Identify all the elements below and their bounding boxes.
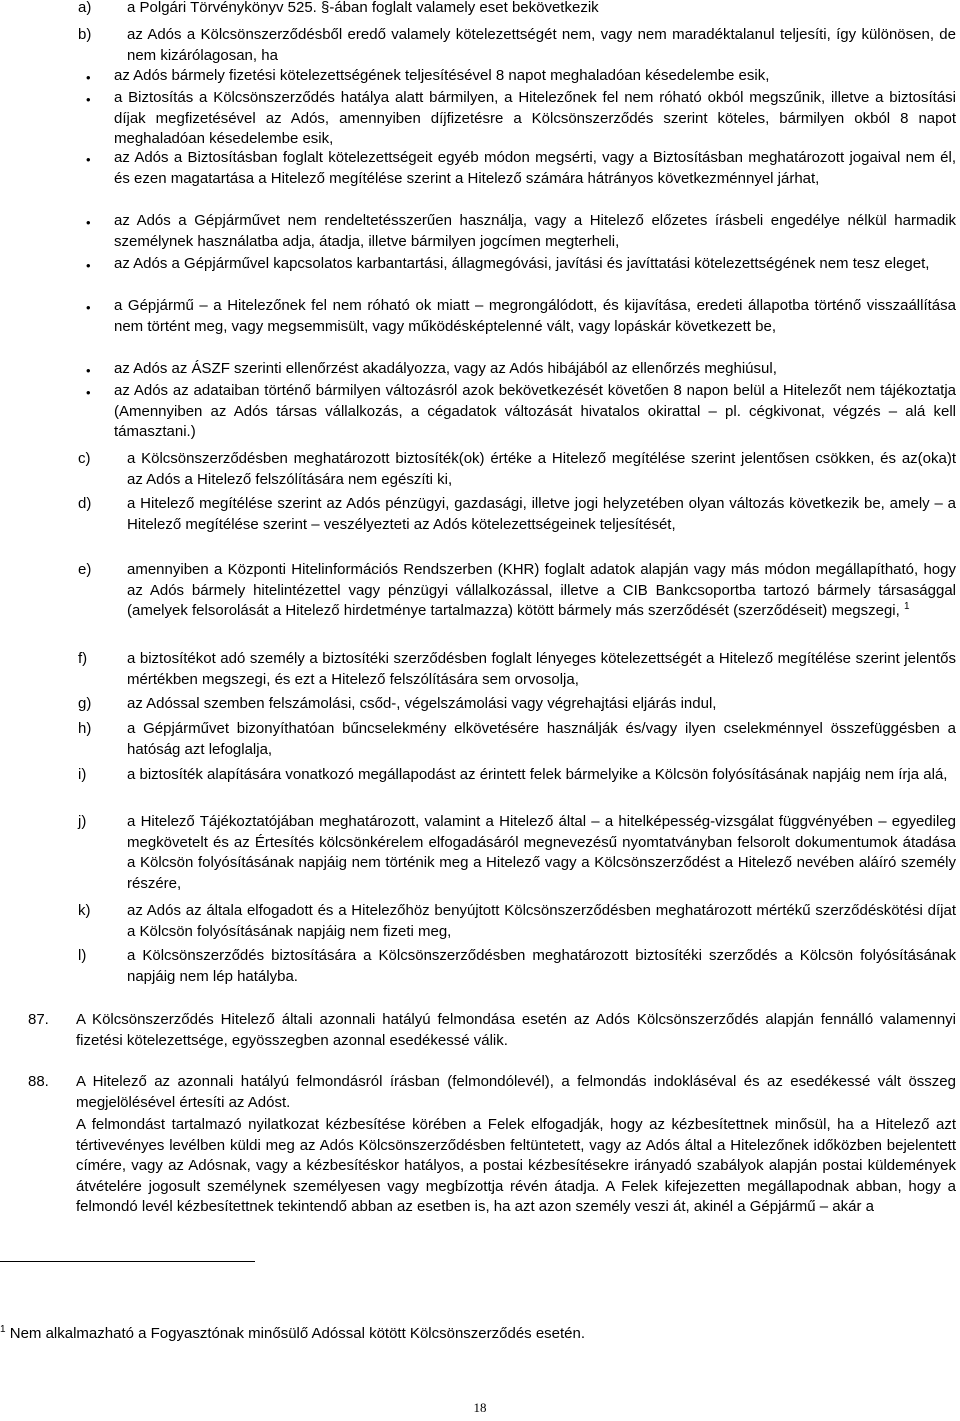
bullet-icon: • (86, 300, 91, 315)
item-text-j: a Hitelező Tájékoztatójában meghatározott, valamint a Hitelező által – a hitelképesség-vizsgálat függvényében – egyedileg megkövetelt és az Értesítés kölcsönkérelem elfogadásáról megnevezésű nyomtatványban felsorolt dokumentumok átadása a Kölcsön folyósításának napjáig nem történik meg a Hitelező vagy a Kölcsönszerződést a Hitelező nevében aláíró személy részére, (127, 813, 956, 892)
item-label-i: i) (78, 766, 87, 783)
item-label-j: j) (78, 813, 87, 830)
footnote-mark: 1 (0, 1324, 6, 1335)
section-number-87: 87. (28, 1011, 49, 1028)
section-88-paragraph: A felmondást tartalmazó nyilatkozat kézbesítése körében a Felek elfogadják, hogy az kézbesítettnek minősül, ha a Hitelező azt tértivevényes levélben küldi meg az Adós Kölcsönszerződésben feltüntetett, vagy az Adós által a Hitelezőnek időközben bejelentett címére, vagy az Adósnak, vagy a kézbesítéskor hatályos, a postai kézbesítésekre irányadó szabályok alapján postai küldemények átvételére jogosult személynek személyesen vagy megbízottja révén átadja. A Felek kifejezetten megállapodnak abban, hogy a felmondó levél kézbesítettnek tekintendő abban az esetben is, ha azt azon személy veszi át, akinél a Gépjármű – akár a (76, 1116, 956, 1215)
item-text-g: az Adóssal szemben felszámolási, csőd-, végelszámolási vagy végrehajtási eljárás indul, (127, 695, 717, 712)
footnote-separator (0, 1261, 255, 1262)
bullet-icon: • (86, 215, 91, 230)
item-label-k: k) (78, 902, 91, 919)
footnote-ref[interactable]: 1 (903, 601, 910, 612)
item-text-e (127, 560, 956, 622)
bullet-text: az Adós bármely fizetési kötelezettségének teljesítésével 8 napot meghaladóan késedelembe esik, (114, 67, 770, 84)
item-label-b: b) (78, 26, 92, 43)
item-label-d: d) (78, 495, 92, 512)
item-label-c: c) (78, 450, 91, 467)
bullet-text: az Adós a Gépjárművel kapcsolatos karbantartási, állagmegóvási, javítási és javíttatási kötelezettségének nem tesz eleget, (114, 255, 930, 272)
item-text-i: a biztosíték alapítására vonatkozó megállapodást az érintett felek bármelyike a Kölcsön folyósításának napjáig nem írja alá, (127, 766, 948, 783)
footnote-text: Nem alkalmazható a Fogyasztónak minősülő Adóssal kötött Kölcsönszerződés esetén. (9, 1325, 586, 1342)
item-label-l: l) (78, 947, 87, 964)
item-text-h: a Gépjárművet bizonyíthatóan bűncselekmény elkövetésére használják és/vagy ilyen cselekménnyel összefüggésben a hatóság azt lefoglalja, (127, 720, 956, 758)
footnote (0, 1320, 585, 1345)
item-label-h: h) (78, 720, 92, 737)
bullet-icon: • (86, 385, 91, 400)
page-number: 18 (473, 1400, 487, 1415)
bullet-text: az Adós a Gépjárművet nem rendeltetésszerűen használja, vagy a Hitelező előzetes írásbeli engedélye nélkül harmadik személynek használatba adja, átadja, illetve bármilyen jogcímen megterheli, (114, 212, 956, 250)
bullet-text: az Adós az ÁSZF szerinti ellenőrzést akadályozza, vagy az Adós hibájából az ellenőrzés meghiúsul, (114, 360, 777, 377)
bullet-icon: • (86, 152, 91, 167)
item-text-c: a Kölcsönszerződésben meghatározott biztosíték(ok) értéke a Hitelező megítélése szerint jelentősen csökken, és az(oka)t az Adós a Hitelező felszólítására nem egészíti ki, (127, 450, 956, 488)
item-text-f: a biztosítékot adó személy a biztosítéki szerződésben foglalt lényeges kötelezettségét a Hitelező megítélése szerint jelentős mértékben megszegi, és ezt a Hitelező felszólítására sem orvosolja, (127, 650, 956, 688)
bullet-icon: • (86, 92, 91, 107)
item-label-e: e) (78, 561, 92, 578)
item-text-a: a Polgári Törvénykönyv 525. §-ában foglalt valamely eset bekövetkezik (127, 0, 599, 16)
item-text-b: az Adós a Kölcsönszerződésből eredő valamely kötelezettségét nem, vagy nem maradéktalanul teljesíti, így különösen, de nem kizárólagosan, ha (127, 26, 956, 64)
item-text-l: a Kölcsönszerződés biztosítására a Kölcsönszerződésben meghatározott biztosítéki szerződés a Kölcsön folyósításának napjáig nem lép hatályba. (127, 947, 956, 985)
item-label-a: a) (78, 0, 92, 16)
bullet-icon: • (86, 70, 91, 85)
bullet-text: az Adós a Biztosításban foglalt kötelezettségeit egyéb módon megsérti, vagy a Biztosításban meghatározott jogaival nem él, és ezen magatartása a Hitelező megítélése szerint a Hitelező számára hátrányos következménnyel járhat, (114, 149, 956, 187)
item-text-k: az Adós az általa elfogadott és a Hitelezőhöz benyújtott Kölcsönszerződésben meghatározott mértékű szerződéskötési díjat a Kölcsön folyósításának napjáig nem fizeti meg, (127, 902, 956, 940)
bullet-icon: • (86, 258, 91, 273)
section-text-88: A Hitelező az azonnali hatályú felmondásról írásban (felmondólevél), a felmondás indokláséval és az esedékessé vált összeg megjelölésével értesíti az Adóst. (76, 1073, 956, 1111)
section-text-87: A Kölcsönszerződés Hitelező általi azonnali hatályú felmondása esetén az Adós Kölcsönszerződés alapján fennálló valamennyi fizetési kötelezettsége, egyösszegben azonnal esedékessé válik. (76, 1011, 956, 1049)
item-text-e-body: amennyiben a Központi Hitelinformációs Rendszerben (KHR) foglalt adatok alapján vagy más módon megállapítható, hogy az Adós bármely hitelintézettel vagy pénzügyi vállalkozással, illetve a CIB Bankcsoportba tartozó bármely társasággal (amelyek felsorolását a Hitelező hirdetménye tartalmazza) kötött bármely más szerződését (szerződéseit) megszegi, (127, 561, 956, 619)
item-label-g: g) (78, 695, 92, 712)
bullet-icon: • (86, 363, 91, 378)
bullet-text: a Gépjármű – a Hitelezőnek fel nem róható ok miatt – megrongálódott, és kijavítása, eredeti állapotba történő visszaállítása nem történt meg, vagy megsemmisült, vagy működésképtelenné vált, vagy lopáskár következett be, (114, 297, 956, 335)
section-number-88: 88. (28, 1073, 49, 1090)
bullet-text: az Adós az adataiban történő bármilyen változásról azok bekövetkezését követően 8 napon belül a Hitelezőt nem tájékoztatja (Amennyiben az Adós társas vállalkozás, a cégadatok változását hivatalos okirattal – pl. cégkivonat, végzés – alá kell támasztani.) (114, 382, 956, 440)
item-label-f: f) (78, 650, 88, 667)
item-text-d: a Hitelező megítélése szerint az Adós pénzügyi, gazdasági, illetve jogi helyzetében olyan változás következik be, amely – a Hitelező megítélése szerint – veszélyezteti az Adós kötelezettségeinek teljesítését, (127, 495, 956, 533)
bullet-text: a Biztosítás a Kölcsönszerződés hatálya alatt bármilyen, a Hitelezőnek fel nem róható okból megszűnik, illetve a biztosítási díjak megfizetésével az Adós, amennyiben díjfizetésre a Kölcsönszerződés szerint köteles, bármilyen okból 8 napot meghaladóan késedelembe esik, (114, 89, 956, 147)
